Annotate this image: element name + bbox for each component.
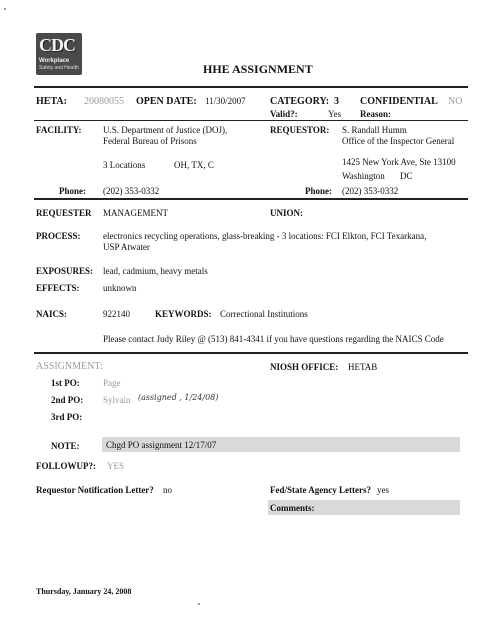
logo-line2: Safety and Health	[39, 65, 79, 71]
po3-label: 3rd PO:	[51, 412, 83, 422]
union-label: UNION:	[270, 208, 303, 218]
po1-value: Page	[103, 378, 121, 388]
scan-speck	[4, 8, 6, 10]
exposures-label: EXPOSURES:	[36, 266, 94, 276]
requestor-office: Office of the Inspector General	[342, 136, 455, 146]
naics-note: Please contact Judy Riley @ (513) 841-4341 if you have questions regarding the NAICS Code	[103, 334, 444, 344]
cdc-logo	[36, 33, 82, 75]
confidential-label: CONFIDENTIAL	[360, 96, 438, 107]
facility-phone: (202) 353-0332	[103, 186, 160, 196]
requester-type-value: MANAGEMENT	[103, 208, 168, 218]
facility-states: OH, TX, C	[174, 160, 214, 170]
niosh-office-label: NIOSH OFFICE:	[270, 362, 339, 372]
requestor-phone: (202) 353-0332	[342, 186, 399, 196]
comments-label: Comments:	[270, 503, 315, 513]
effects-label: EFFECTS:	[36, 283, 80, 293]
requestor-address: 1425 New York Ave, Ste 13100	[342, 157, 456, 167]
category-value: 3	[334, 96, 339, 107]
note-value: Chgd PO assignment 12/17/07	[106, 440, 217, 450]
facility-phone-label: Phone:	[59, 186, 86, 196]
effects-value: unknown	[103, 283, 137, 293]
notification-label: Requestor Notification Letter?	[36, 485, 154, 495]
fedstate-value: yes	[377, 485, 389, 495]
divider-header	[34, 120, 468, 121]
scan-speck	[198, 603, 200, 605]
process-line1: electronics recycling operations, glass-breaking - 3 locations: FCI Elkton, FCI Texarkana,	[103, 231, 427, 241]
naics-value: 922140	[103, 309, 130, 319]
requestor-phone-label: Phone:	[305, 186, 332, 196]
open-date-value: 11/30/2007	[205, 96, 246, 106]
naics-label: NAICS:	[36, 309, 68, 319]
footer-date: Thursday, January 24, 2008	[36, 587, 132, 596]
po2-handwritten-note: (assigned , 1/24/08)	[138, 393, 219, 402]
keywords-label: KEYWORDS:	[155, 309, 212, 319]
valid-value: Yes	[328, 109, 342, 119]
po2-value: Sylvain	[103, 395, 131, 405]
logo-line1: Workplace	[39, 58, 70, 64]
divider-facility	[34, 198, 468, 200]
heta-value: 20080055	[84, 96, 124, 107]
divider-naics	[34, 352, 468, 354]
facility-locations: 3 Locations	[103, 160, 146, 170]
po2-label: 2nd PO:	[51, 395, 84, 405]
valid-label: Valid?:	[270, 109, 298, 119]
requestor-label: REQUESTOR:	[270, 125, 330, 135]
notification-value: no	[163, 485, 172, 495]
category-label: CATEGORY:	[270, 96, 330, 107]
requestor-state: DC	[400, 171, 413, 181]
requestor-name: S. Randall Humm	[342, 125, 407, 135]
facility-line2: Federal Bureau of Prisons	[103, 136, 197, 146]
reason-label: Reason:	[360, 109, 391, 119]
open-date-label: OPEN DATE:	[136, 96, 197, 107]
assignment-label: ASSIGNMENT:	[36, 361, 103, 372]
keywords-value: Correctional Institutions	[220, 309, 308, 319]
divider-top	[34, 86, 468, 88]
heta-label: HETA:	[36, 96, 67, 107]
page-title: HHE ASSIGNMENT	[203, 62, 313, 76]
requestor-city: Washington	[342, 171, 385, 181]
followup-label: FOLLOWUP?:	[36, 461, 96, 471]
process-line2: USP Atwater	[103, 242, 150, 252]
niosh-office-value: HETAB	[348, 362, 378, 372]
facility-line1: U.S. Department of Justice (DOJ),	[103, 125, 228, 135]
fedstate-label: Fed/State Agency Letters?	[270, 485, 371, 495]
facility-label: FACILITY:	[36, 125, 82, 135]
note-label: NOTE:	[51, 441, 80, 451]
requester-type-label: REQUESTER	[36, 208, 92, 218]
process-label: PROCESS:	[36, 231, 81, 241]
followup-value: YES	[107, 461, 125, 471]
logo-mark: CDC	[39, 35, 75, 55]
exposures-value: lead, cadmium, heavy metals	[103, 266, 208, 276]
po1-label: 1st PO:	[51, 378, 80, 388]
confidential-value: NO	[448, 96, 463, 107]
